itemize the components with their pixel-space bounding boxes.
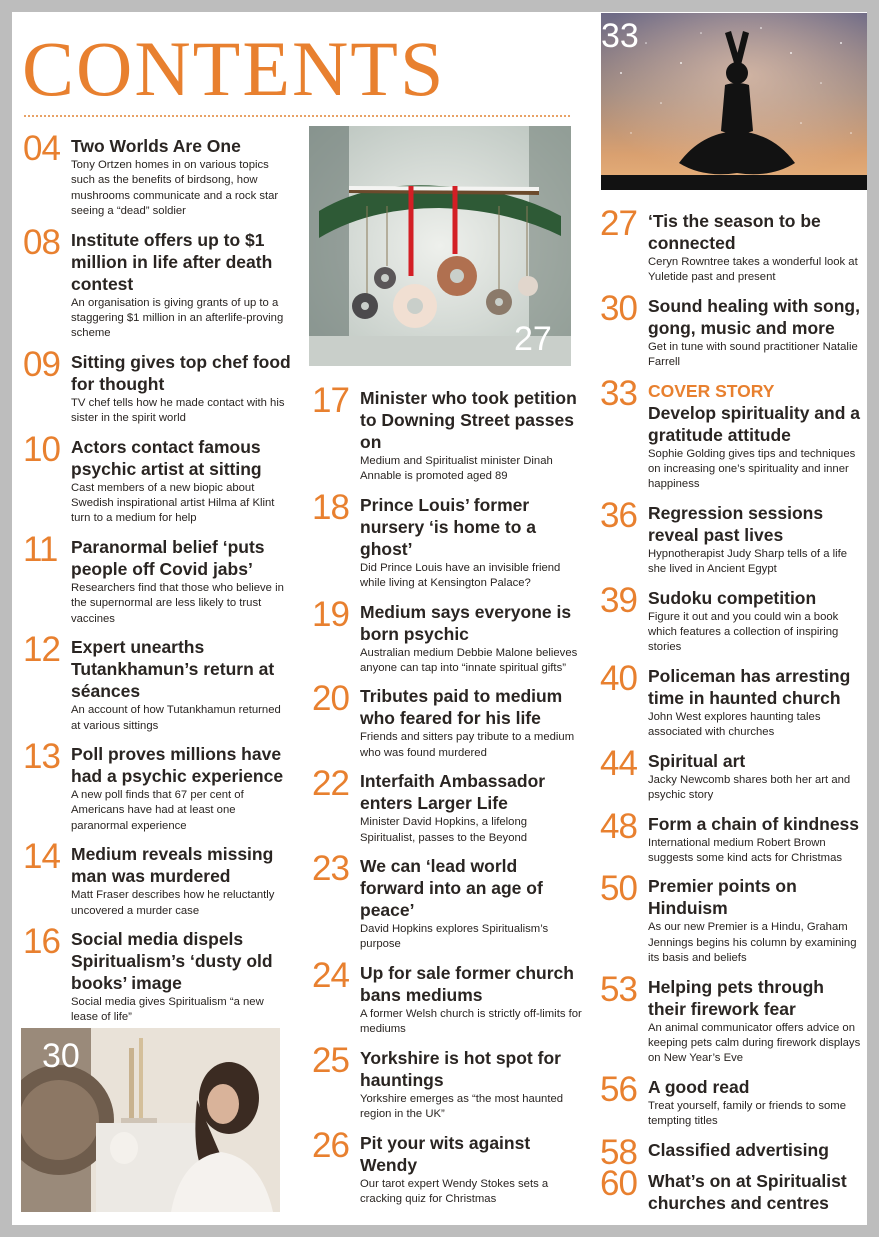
entry-description: International medium Robert Brown suggests some kind acts for Christmas bbox=[648, 836, 842, 864]
entry-page-number: 04 bbox=[23, 129, 60, 168]
entry-page-number: 19 bbox=[312, 594, 349, 634]
woman-sound-healing-photo bbox=[21, 1028, 280, 1212]
contents-entry[interactable] bbox=[600, 969, 864, 1067]
contents-entry[interactable] bbox=[600, 806, 864, 867]
entry-page-number: 10 bbox=[23, 429, 60, 469]
entry-description: As our new Premier is a Hindu, Graham Jennings begins his column by examining its basis and beliefs bbox=[648, 921, 857, 965]
contents-entry[interactable] bbox=[600, 495, 864, 578]
entry-title: Interfaith Ambassador enters Larger Life bbox=[360, 771, 546, 814]
contents-entry[interactable] bbox=[312, 1125, 582, 1208]
image-page-number: 30 bbox=[42, 1037, 80, 1075]
entry-title: Sitting gives top chef food for thought bbox=[71, 351, 291, 394]
contents-entry[interactable] bbox=[23, 921, 293, 1026]
contents-entry[interactable] bbox=[23, 529, 293, 627]
entry-page-number: 39 bbox=[600, 580, 637, 620]
entry-description: Medium and Spiritualist minister Dinah Annable is promoted aged 89 bbox=[360, 455, 553, 483]
contents-entry[interactable] bbox=[312, 764, 582, 846]
entry-description: A new poll finds that 67 per cent of Americans have had at least one paranormal experience bbox=[71, 788, 244, 832]
entry-page-number: 30 bbox=[600, 288, 637, 328]
entry-description: Jacky Newcomb shares both her art and psychic story bbox=[648, 773, 851, 802]
image-page-number: 33 bbox=[601, 17, 639, 55]
entry-description: Cast members of a new biopic about Swedish inspirational artist Hilma af Klint turn to a medium for help bbox=[71, 481, 275, 525]
entry-title: Premier points on Hinduism bbox=[648, 876, 797, 919]
entry-description: Our tarot expert Wendy Stokes sets a cracking quiz for Christmas bbox=[360, 1177, 549, 1205]
contents-entry[interactable] bbox=[23, 429, 293, 527]
contents-column-middle bbox=[312, 381, 582, 1216]
entry-description: Friends and sitters pay tribute to a medium who was found murdered bbox=[360, 731, 575, 759]
entry-page-number: 60 bbox=[600, 1163, 637, 1203]
entry-description: Treat yourself, family or friends to some tempting titles bbox=[648, 1099, 846, 1128]
contents-entry[interactable] bbox=[600, 1069, 864, 1130]
entry-page-number: 50 bbox=[600, 869, 637, 909]
entry-page-number: 53 bbox=[600, 969, 637, 1009]
contents-entry[interactable] bbox=[312, 487, 582, 592]
bird-feeder-garland-photo bbox=[309, 126, 571, 366]
entry-description: TV chef tells how he made contact with his sister in the spirit world bbox=[71, 396, 285, 425]
entry-description: An organisation is giving grants of up to a staggering $1 million in an afterlife-proving scheme bbox=[71, 296, 284, 340]
entry-description: Minister David Hopkins, a lifelong Spiritualist, passes to the Beyond bbox=[360, 816, 528, 844]
entry-description: Get in tune with sound practitioner Natalie Farrell bbox=[648, 340, 858, 369]
contents-entry[interactable] bbox=[312, 594, 582, 677]
entry-title: Regression sessions reveal past lives bbox=[648, 502, 824, 545]
entry-page-number: 11 bbox=[23, 529, 58, 569]
entry-page-number: 09 bbox=[23, 344, 60, 384]
contents-entry[interactable] bbox=[600, 580, 864, 656]
entry-title: Sudoku competition bbox=[648, 587, 817, 608]
entry-title: A good read bbox=[648, 1076, 750, 1097]
contents-entry[interactable] bbox=[600, 743, 864, 804]
entry-page-number: 33 bbox=[600, 373, 637, 413]
entry-title: Medium says everyone is born psychic bbox=[360, 601, 572, 644]
entry-title: Policeman has arresting time in haunted church bbox=[648, 665, 851, 708]
contents-entry[interactable] bbox=[600, 1163, 864, 1214]
entry-description: A former Welsh church is strictly off-limits for mediums bbox=[360, 1007, 582, 1036]
entry-page-number: 24 bbox=[312, 955, 349, 995]
contents-entry[interactable] bbox=[600, 869, 864, 966]
contents-page bbox=[12, 12, 867, 1225]
entry-description: John West explores haunting tales associated with churches bbox=[648, 710, 821, 739]
entry-description: Social media gives Spiritualism “a new lease of life” bbox=[71, 995, 264, 1024]
entry-description: Tony Ortzen homes in on various topics such as the benefits of birdsong, how mushrooms communicate and a rock star seeing a “dead” soldier bbox=[71, 159, 279, 218]
contents-column-left bbox=[23, 129, 293, 1035]
entry-title: Yorkshire is hot spot for hauntings bbox=[360, 1047, 561, 1090]
entry-page-number: 25 bbox=[312, 1040, 349, 1080]
entry-title: We can ‘lead world forward into an age of peace’ bbox=[360, 856, 543, 921]
entry-page-number: 17 bbox=[312, 381, 349, 420]
contents-entry[interactable] bbox=[312, 849, 582, 953]
entry-page-number: 58 bbox=[600, 1132, 637, 1172]
entry-description: Yorkshire emerges as “the most haunted region in the UK” bbox=[360, 1092, 564, 1121]
entry-description: Figure it out and you could win a book which features a collection of inspiring stories bbox=[648, 610, 839, 654]
entry-title: Institute offers up to $1 million in life after death contest bbox=[71, 229, 273, 294]
contents-entry[interactable] bbox=[600, 658, 864, 741]
entry-title: Poll proves millions have had a psychic experience bbox=[71, 743, 284, 786]
entry-page-number: 26 bbox=[312, 1125, 349, 1165]
contents-entry[interactable] bbox=[23, 129, 293, 220]
contents-entry[interactable] bbox=[600, 1132, 864, 1172]
entry-title: Two Worlds Are One bbox=[71, 136, 241, 156]
entry-description: Australian medium Debbie Malone believes anyone can tap into “innate spiritual gifts” bbox=[360, 646, 578, 675]
entry-title: What’s on at Spiritualist churches and centres bbox=[648, 1170, 847, 1213]
image-page-number: 27 bbox=[514, 320, 552, 358]
contents-entry[interactable] bbox=[23, 344, 293, 427]
entry-title: Sound healing with song, gong, music and more bbox=[648, 295, 860, 338]
entry-title: Social media dispels Spiritualism’s ‘dusty old books’ image bbox=[71, 928, 273, 993]
entry-page-number: 48 bbox=[600, 806, 637, 846]
entry-title: Expert unearths Tutankhamun’s return at séances bbox=[71, 637, 275, 702]
entry-page-number: 18 bbox=[312, 487, 349, 527]
page-title: CONTENTS bbox=[22, 25, 446, 112]
contents-entry-cover-story[interactable] bbox=[600, 373, 864, 493]
entry-page-number: 16 bbox=[23, 921, 60, 961]
contents-entry[interactable] bbox=[600, 288, 864, 371]
entry-title: Prince Louis’ former nursery ‘is home to a ghost’ bbox=[360, 494, 537, 559]
entry-page-number: 23 bbox=[312, 849, 349, 889]
entry-title: Actors contact famous psychic artist at sitting bbox=[71, 436, 262, 479]
entry-title: Pit your wits against Wendy bbox=[360, 1132, 531, 1175]
entry-page-number: 44 bbox=[600, 743, 637, 783]
entry-description: Matt Fraser describes how he reluctantly uncovered a murder case bbox=[71, 889, 275, 917]
entry-description: Ceryn Rowntree takes a wonderful look at Yuletide past and present bbox=[648, 256, 858, 284]
entry-title: Paranormal belief ‘puts people off Covid jabs’ bbox=[71, 536, 265, 579]
entry-title: Develop spirituality and a gratitude attitude bbox=[648, 402, 860, 445]
entry-title: Classified advertising bbox=[648, 1139, 829, 1160]
contents-entry[interactable] bbox=[312, 955, 582, 1038]
contents-entry[interactable] bbox=[312, 1040, 582, 1123]
cover-story-label: COVER STORY bbox=[648, 380, 775, 401]
entry-title: Up for sale former church bans mediums bbox=[360, 962, 574, 1005]
entry-page-number: 12 bbox=[23, 630, 60, 670]
entry-description: Researchers find that those who believe in the supernormal are less likely to trust vaccines bbox=[71, 581, 284, 625]
entry-description: Sophie Golding gives tips and techniques on increasing one’s spirituality and inner happiness bbox=[648, 447, 856, 491]
entry-page-number: 13 bbox=[23, 736, 60, 776]
dotted-divider bbox=[24, 115, 570, 117]
contents-entry[interactable] bbox=[23, 736, 293, 834]
yoga-silhouette-photo bbox=[601, 13, 867, 190]
entry-page-number: 56 bbox=[600, 1069, 637, 1109]
contents-entry[interactable] bbox=[23, 837, 293, 919]
entry-description: Did Prince Louis have an invisible friend while living at Kensington Palace? bbox=[360, 561, 561, 590]
entry-page-number: 22 bbox=[312, 764, 349, 804]
entry-title: Helping pets through their firework fear bbox=[648, 976, 824, 1019]
entry-title: ‘Tis the season to be connected bbox=[648, 211, 821, 253]
entry-title: Minister who took petition to Downing Street passes on bbox=[360, 388, 577, 452]
entry-page-number: 08 bbox=[23, 222, 60, 262]
entry-page-number: 14 bbox=[23, 837, 60, 877]
entry-description: Hypnotherapist Judy Sharp tells of a life she lived in Ancient Egypt bbox=[648, 547, 848, 576]
entry-page-number: 40 bbox=[600, 658, 637, 698]
contents-column-right bbox=[600, 204, 864, 1223]
entry-page-number: 20 bbox=[312, 679, 349, 719]
contents-entry[interactable] bbox=[312, 679, 582, 761]
entry-description: David Hopkins explores Spiritualism’s purpose bbox=[360, 923, 549, 951]
entry-page-number: 27 bbox=[600, 204, 637, 243]
contents-entry[interactable] bbox=[312, 381, 582, 485]
entry-description: An account of how Tutankhamun returned at various sittings bbox=[71, 704, 281, 732]
entry-title: Tributes paid to medium who feared for his life bbox=[360, 686, 563, 729]
entry-title: Spiritual art bbox=[648, 750, 746, 771]
contents-entry[interactable] bbox=[23, 630, 293, 734]
contents-entry[interactable] bbox=[600, 204, 864, 286]
contents-entry[interactable] bbox=[23, 222, 293, 342]
entry-page-number: 36 bbox=[600, 495, 637, 535]
entry-title: Medium reveals missing man was murdered bbox=[71, 844, 274, 887]
entry-title: Form a chain of kindness bbox=[648, 813, 860, 834]
entry-description: An animal communicator offers advice on keeping pets calm during firework displays on New Year’s Eve bbox=[648, 1021, 861, 1065]
